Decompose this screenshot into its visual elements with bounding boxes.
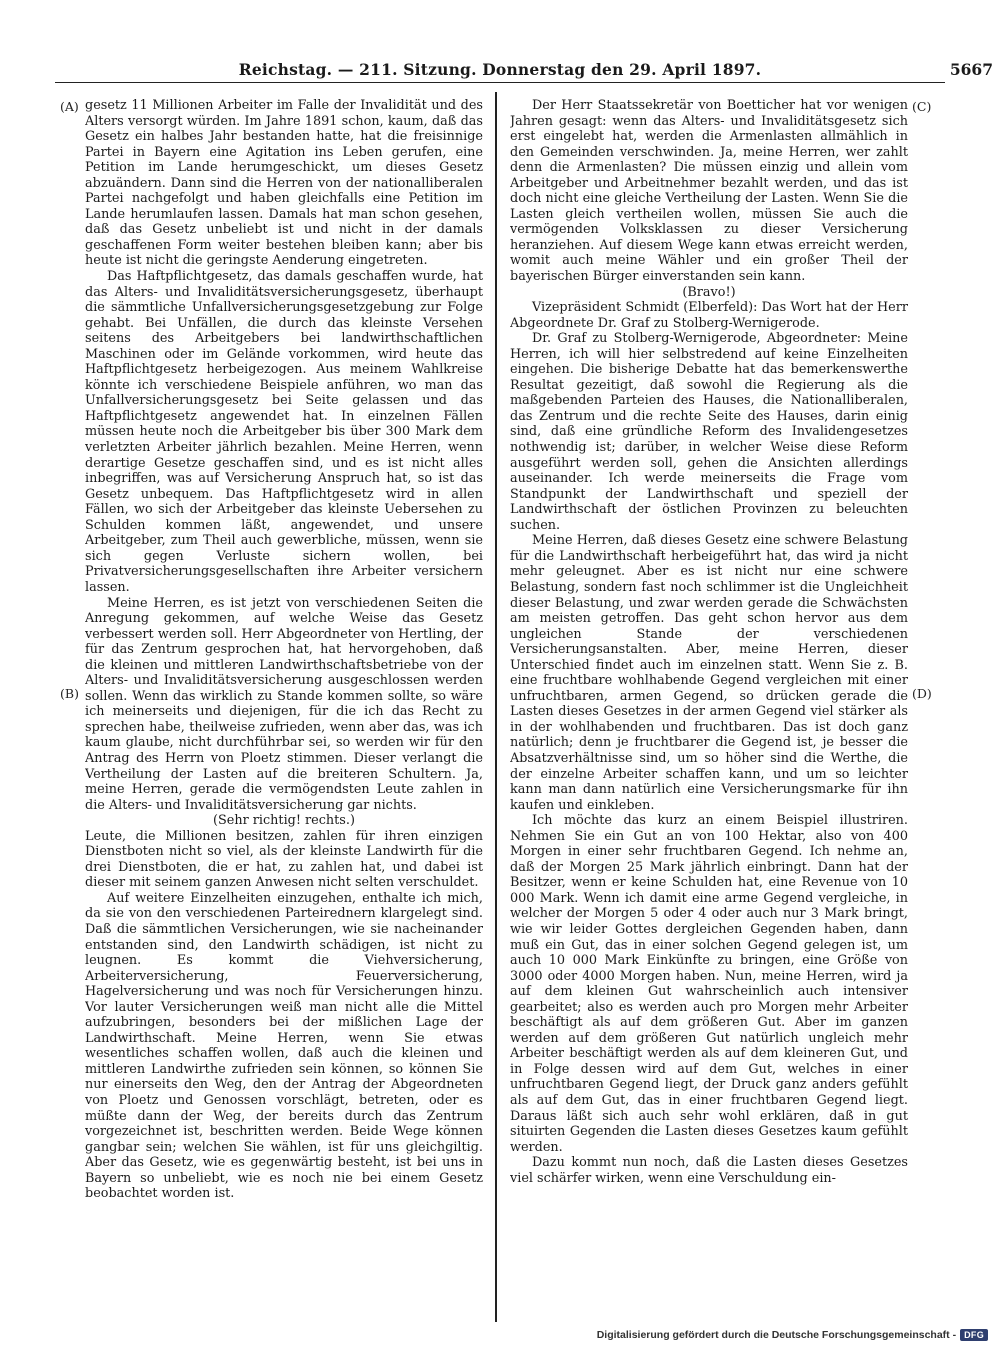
interjection: (Sehr richtig! rechts.)	[213, 813, 355, 829]
paragraph: Dazu kommt nun noch, daß die Lasten dieses Gesetzes viel schärfer wirken, wenn eine Verschuldung ein-	[510, 1155, 908, 1186]
paragraph: Auf weitere Einzelheiten einzugehen, enthalte ich mich, da sie von den verschiedenen Parteirednern klargelegt sind. Daß die sämmtlichen Versicherungen, wie sie nacheinander entstanden sind, den Landwirth schädigen, ist nicht zu leugnen. Es kommt die Viehversicherung, Arbeiterversicherung, Feuerversicherung, Hagelversicherung und was noch für Versicherungen hinzu. Vor lauter Versicherungen weiß man nicht alle die Mittel aufzubringen, besonders bei der mißlichen Lage der Landwirthschaft. Meine Herren, wenn Sie etwas wesentliches schaffen wollen, daß auch die kleinen und mittleren Landwirthe zufrieden sein können, so können Sie nur einerseits den Weg, den der Antrag der Abgeordneten von Ploetz und Genossen vorschlägt, betreten, oder es müßte dann der Weg, der bereits durch das Zentrum vorgezeichnet ist, beschritten werden. Beide Wege können gangbar sein; welchen Sie wählen, ist für uns gleichgiltig. Aber das Gesetz, wie es gegenwärtig besteht, ist bei uns in Bayern so unbeliebt, wie es noch nie bei einem Gesetz beobachtet worden ist.	[85, 890, 483, 1202]
paragraph: Dr. Graf zu Stolberg-Wernigerode, Abgeordneter: Meine Herren, ich will hier selbstredend auf keine Einzelheiten eingehen. Die bisherige Debatte hat das bemerkenswerthe Resultat gezeitigt, daß sowohl die Regierung als die maßgebenden Parteien des Hauses, die Nationalliberalen, das Zentrum und die rechte Seite des Hauses, darin einig sind, daß eine gründliche Reform des Invalidengesetzes nothwendig ist; darüber, in welcher Weise diese Reform ausgeführt werden soll, gehen die Ansichten allerdings auseinander. Ich werde meinerseits die Frage vom Standpunkt der Landwirthschaft und speziell der Landwirthschaft der östlichen Provinzen zu beleuchten suchen.	[510, 331, 908, 533]
credit-text: Digitalisierung gefördert durch die Deutsche Forschungsgemeinschaft -	[596, 1329, 957, 1341]
margin-mark-a: (A)	[60, 99, 79, 114]
paragraph: gesetz 11 Millionen Arbeiter im Falle der Invalidität und des Alters versorgt würden. Im Jahre 1891 schon, kaum, daß das Gesetz ein halbes Jahr bestanden hatte, hat die freisinnige Partei in Bayern eine Agitation ins Leben gerufen, eine Petition im Lande herumgeschickt, um dieses Gesetz abzuändern. Dann sind die Herren von der nationalliberalen Partei nachgefolgt und haben gleichfalls eine Petition im Lande herumlaufen lassen. Damals hat man schon gesehen, daß das Gesetz unbeliebt ist und nicht in der damals geschaffenen Form weiter bestehen bleiben kann; aber bis heute ist nicht die geringste Aenderung eingetreten.	[85, 98, 483, 269]
margin-mark-b: (B)	[60, 686, 79, 701]
paragraph: Meine Herren, es ist jetzt von verschiedenen Seiten die Anregung gekommen, auf welche Weise das Gesetz verbessert werden soll. Herr Abgeordneter von Hertling, der für das Zentrum gesprochen hat, hat hervorgehoben, daß die kleinen und mittleren Landwirthschaftsbetriebe von der Alters- und Invaliditätsversicherung ausgeschlossen werden sollen. Wenn das wirklich zu Stande kommen sollte, so wäre ich meinerseits und diejenigen, für die ich das Recht zu sprechen habe, theilweise zufrieden, wenn aber das, was ich kaum glaube, nicht durchführbar sei, so werden wir für den Antrag des Herrn von Ploetz stimmen. Dieser verlangt die Vertheilung der Lasten auf die breiteren Schultern. Ja, meine Herren, gerade die vermögendsten Leute zahlen in die Alters- und Invaliditätsversicherung gar nichts.	[85, 595, 483, 813]
paragraph: Das Haftpflichtgesetz, das damals geschaffen wurde, hat das Alters- und Invaliditätsversicherungsgesetz, überhaupt die sämmtliche Unfallversicherungsgesetzgebung zur Folge gehabt. Bei Unfällen, die durch das kleinste Versehen seitens des Arbeitgebers bei landwirthschaftlichen Maschinen oder im Gelände vorkommen, wird heute das Haftpflichtgesetz herbeigezogen. Aus meinem Wahlkreise könnte ich verschiedene Beispiele anführen, wo man das Unfallversicherungsgesetz bei Seite gelassen und das Haftpflichtgesetz angewendet hat. In einzelnen Fällen müssen heute noch die Arbeitgeber bis über 300 Mark dem verletzten Arbeiter jährlich bezahlen. Meine Herren, wenn derartige Gesetze geschaffen sind, und es ist nicht alles inbegriffen, was auf Versicherung Anspruch hat, so ist das Gesetz unbequem. Das Haftpflichtgesetz wird in allen Fällen, wo sich der Arbeitgeber das kleinste Uebersehen zu Schulden kommen läßt, angewendet, und unsere Arbeitgeber, zum Theil auch gewerbliche, müssen, wenn sie sich gegen Verluste sichern wollen, bei Privatversicherungsgesellschaften ihre Arbeiter versichern lassen.	[85, 269, 483, 595]
running-title: Reichstag. — 211. Sitzung. Donnerstag den 29. April 1897.	[238, 60, 762, 79]
page-number: 5667	[949, 60, 993, 79]
paragraph: Leute, die Millionen besitzen, zahlen für ihren einzigen Dienstboten nicht so viel, als der kleinste Landwirth für die drei Dienstboten, die er hat, zu zahlen hat, und dabei ist dieser mit seinem ganzen Anwesen nicht selten verschuldet.	[85, 828, 483, 891]
right-column	[510, 98, 908, 1320]
paragraph: Vizepräsident Schmidt (Elberfeld): Das Wort hat der Herr Abgeordnete Dr. Graf zu Stolberg-Wernigerode.	[510, 300, 908, 331]
interjection: (Bravo!)	[682, 284, 736, 300]
margin-mark-d: (D)	[912, 686, 932, 701]
running-header	[55, 60, 993, 83]
paragraph: Ich möchte das kurz an einem Beispiel illustriren. Nehmen Sie ein Gut an von 100 Hektar, also von 400 Morgen in einer sehr fruchtbaren Gegend. Ich nehme an, daß der Morgen 25 Mark jährlich einbringt. Dann hat der Besitzer, wenn er keine Schulden hat, eine Revenue von 10 000 Mark. Wenn ich damit eine arme Gegend vergleiche, in welcher der Morgen 5 oder 4 oder auch nur 3 Mark bringt, wie wir leider Gottes dergleichen Gegenden haben, dann muß ein Gut, das in einer solchen Gegend gelegen ist, um auch 10 000 Mark Einkünfte zu bringen, eine Größe von 3000 oder 4000 Morgen haben. Nun, meine Herren, wird ja auf dem kleinen Gut wahrscheinlich auch intensiver gearbeitet; also es werden auch pro Morgen mehr Arbeiter beschäftigt als auf dem größeren Gut. Aber im ganzen werden auf dem größeren Gut natürlich ungleich mehr Arbeiter beschäftigt werden als auf dem kleineren Gut, und in Folge dessen wird auf dem Gut, welches in einer unfruchtbaren Gegend liegt, der Druck ganz anders gefühlt als auf dem Gut, das in einer fruchtbaren Gegend liegt. Daraus läßt sich auch sehr wohl erklären, daß in gut situirten Gegenden die Lasten dieses Gesetzes kaum gefühlt werden.	[510, 813, 908, 1155]
left-column	[85, 98, 483, 1320]
dfg-logo: DFG	[960, 1329, 988, 1341]
paragraph: Meine Herren, daß dieses Gesetz eine schwere Belastung für die Landwirthschaft herbeigeführt hat, das wird ja nicht mehr geleugnet. Aber es ist nicht nur eine schwere Belastung, sondern fast noch schlimmer ist die Ungleichheit dieser Belastung, und zwar werden gerade die Schwächsten am meisten getroffen. Das geht schon hervor aus dem ungleichen Stande der verschiedenen Versicherungsanstalten. Aber, meine Herren, dieser Unterschied findet auch im einzelnen statt. Wenn Sie z. B. eine fruchtbare wohlhabende Gegend vergleichen mit einer unfruchtbaren, armen Gegend, so drücken gerade die Lasten dieses Gesetzes in der armen Gegend viel stärker als in der wohlhabenden und fruchtbaren. Das ist doch ganz natürlich; denn je fruchtbarer die Gegend ist, je besser die Absatzverhältnisse sind, um so höher sind die Werthe, die der einzelne Arbeiter schaffen kann, und um so leichter kann man dann natürlich eine Versicherungsmarke für ihn kaufen und einkleben.	[510, 533, 908, 813]
paragraph: Der Herr Staatssekretär von Boetticher hat vor wenigen Jahren gesagt: wenn das Alters- und Invaliditätsgesetz sich erst eingelebt hat, werden die Armenlasten allmählich in den Gemeinden verschwinden. Ja, meine Herren, wer zahlt denn die Armenlasten? Die müssen einzig und allein vom Arbeitgeber und Arbeitnehmer bezahlt werden, und das ist doch nicht eine gleiche Vertheilung der Lasten. Wenn Sie die Lasten gleich vertheilen wollen, müssen Sie auch die vermögenden Volksklassen zu dieser Versicherung heranziehen. Auf diesem Wege kann etwas erreicht werden, womit auch meine Wähler und ein großer Theil der bayerischen Bürger einverstanden sein kann.	[510, 98, 908, 285]
column-divider	[495, 92, 497, 1322]
margin-mark-c: (C)	[912, 99, 932, 114]
digitization-credit	[597, 1329, 988, 1341]
